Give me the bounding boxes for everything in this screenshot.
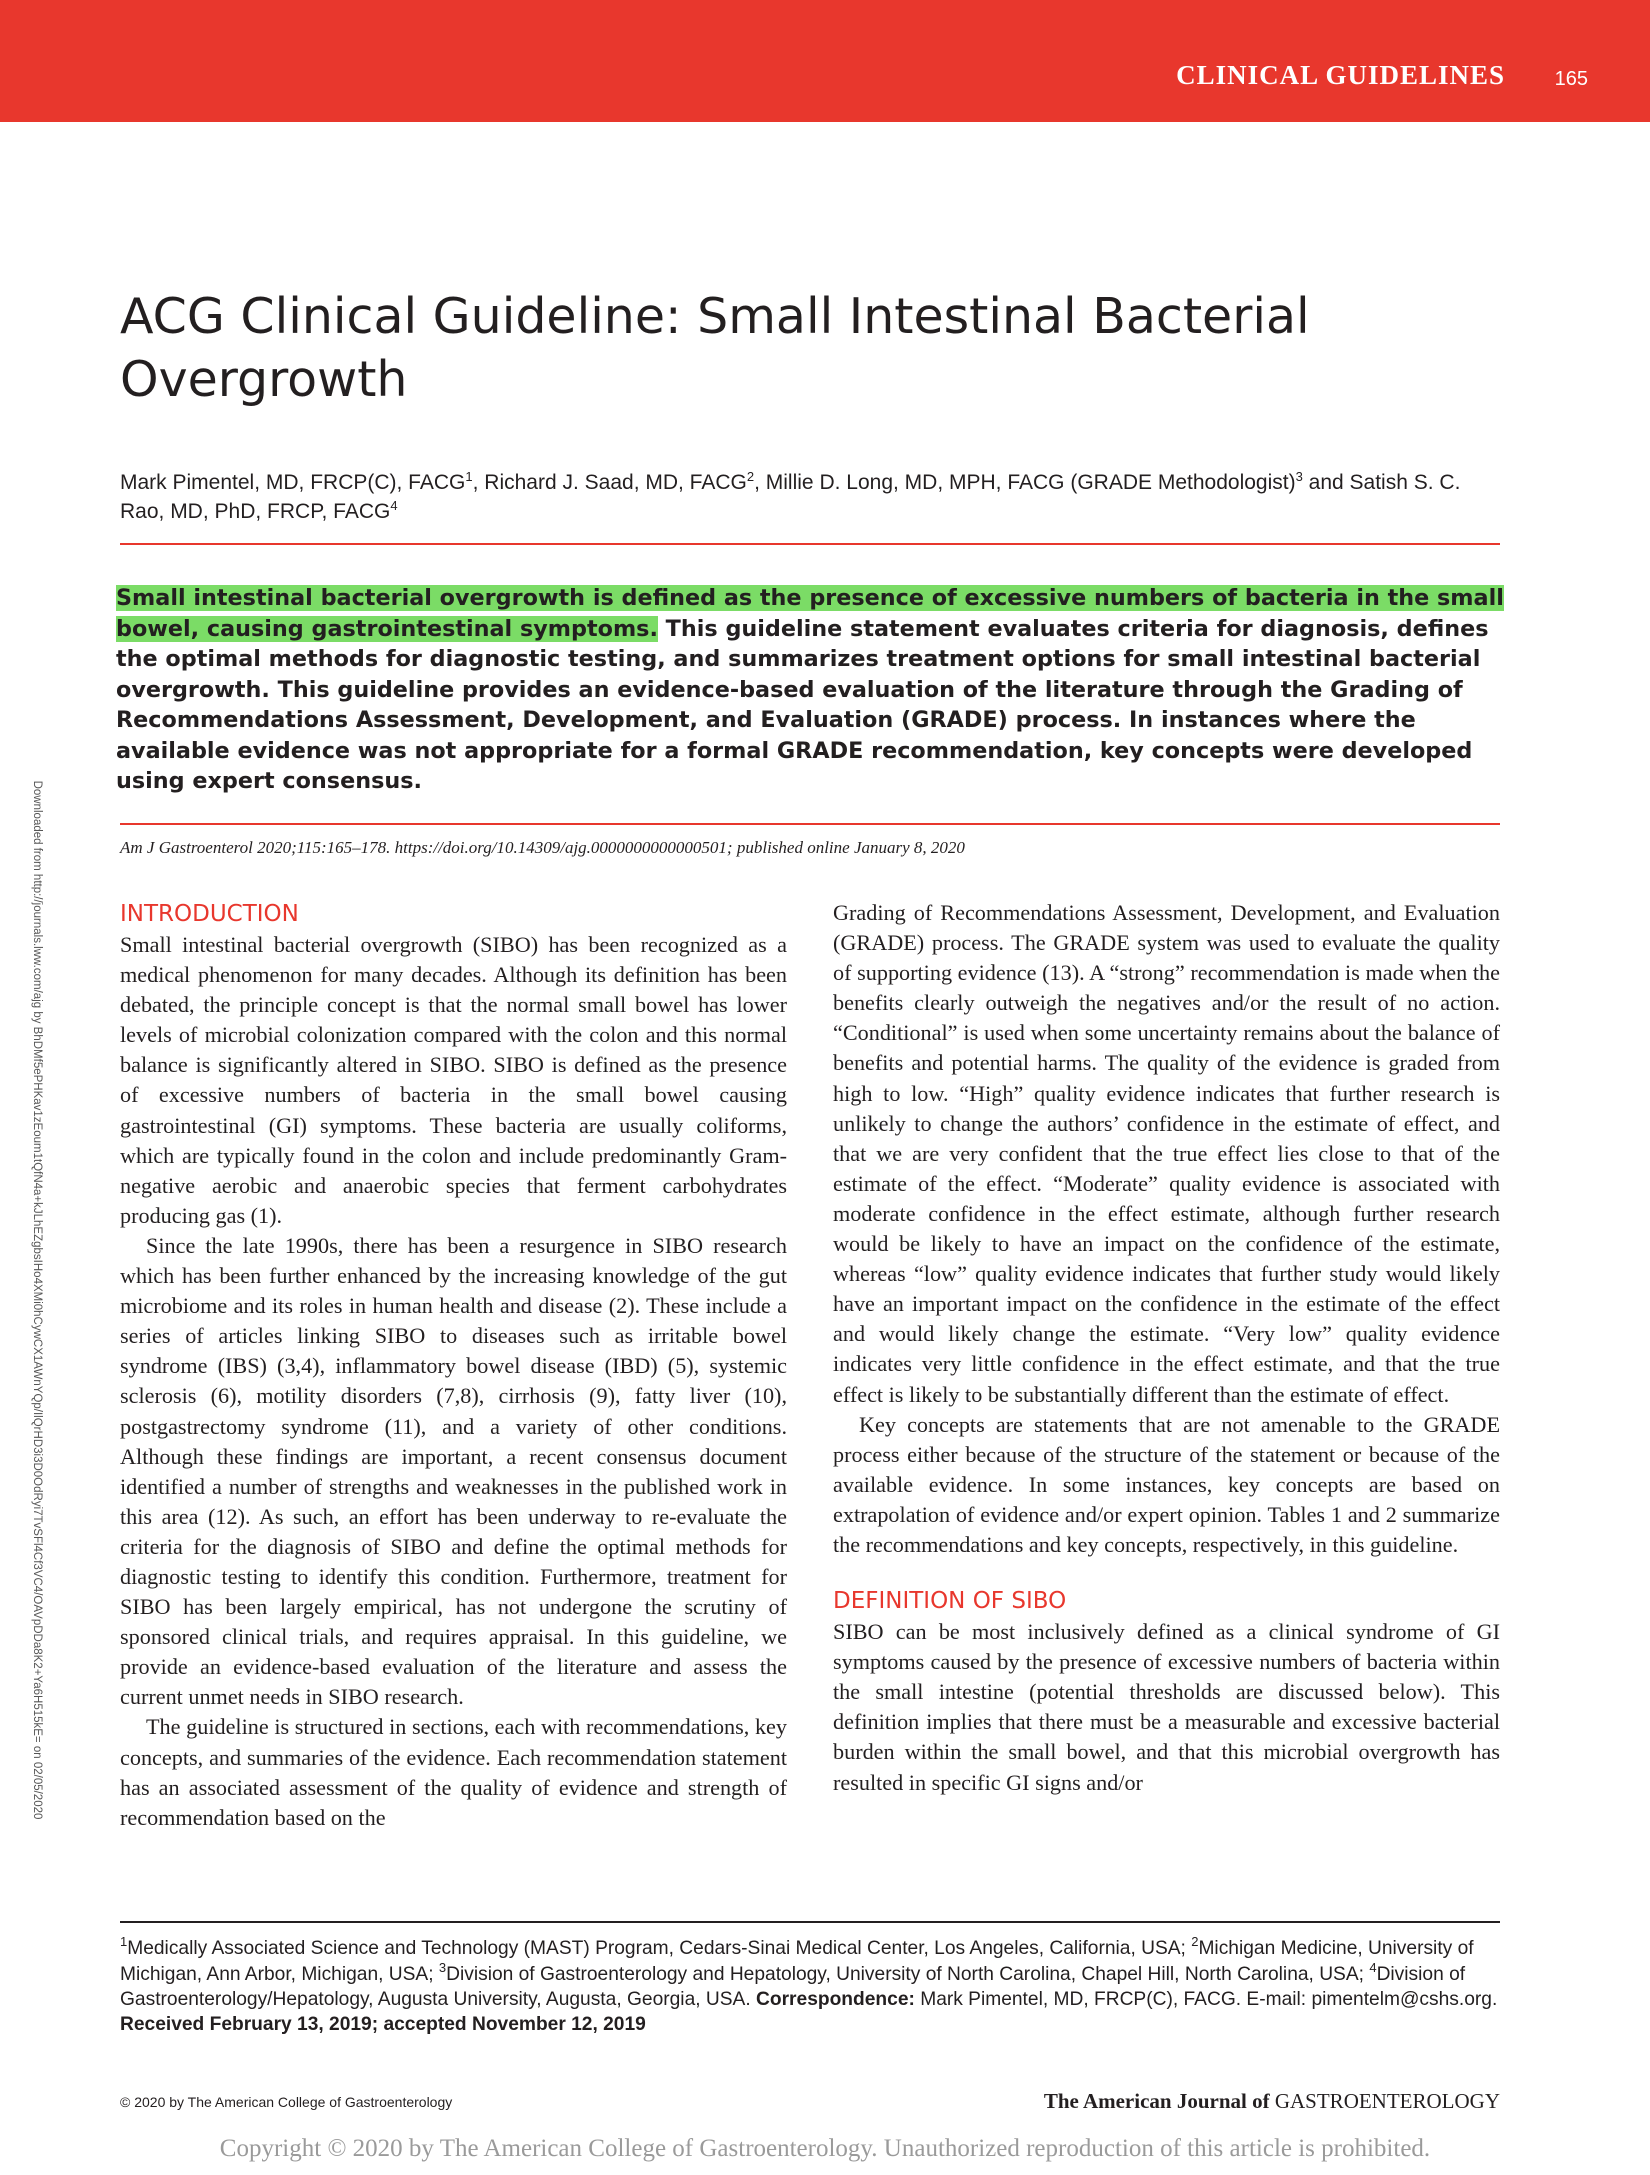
highlighted-sentence[interactable]: Small intestinal bacterial overgrowth is defined as the presence of excessive numbers of bacteria in the small bowel, causing gastrointestinal symptoms. [116, 585, 1504, 642]
author-1: Mark Pimentel, MD, FRCP(C), FACG [120, 471, 466, 494]
author-3: , Millie D. Long, MD, MPH, FACG (GRADE Methodologist) [754, 471, 1296, 494]
right-column [833, 898, 1500, 1798]
correspondence-label: Correspondence: [756, 1989, 915, 2011]
left-column [120, 898, 787, 1833]
article-title: ACG Clinical Guideline: Small Intestinal Bacterial Overgrowth [120, 288, 1310, 408]
section-label: CLINICAL GUIDELINES [1176, 60, 1505, 90]
author-list: Mark Pimentel, MD, FRCP(C), FACG$^1$, Richard J. Saad, MD, FACG$^2$, Millie D. Long, MD, MPH, FACG (GRADE Methodologist)$^3$ and Satish S. C. Rao, MD, PhD, FRCP, FACG$^4$ [120, 469, 1461, 523]
citation-line: Am J Gastroenterol 2020;115:165–178. https://doi.org/10.14309/ajg.0000000000000501; published online January 8, 2020 [120, 838, 965, 857]
correspondence-text: Mark Pimentel, MD, FRCP(C), FACG. E-mail: pimentelm@cshs.org. [914, 1989, 1498, 2011]
download-watermark: Downloaded from http://journals.lww.com/ajg by BhDMf5ePHKav1zEoum1tQfN4a+kJLhEZgbsIHo4XMi0hCywCX1AWnYQp/IlQrHD3i3D0OdRyi7TvSFl4Cf3VC4/OAVpDDa8K2+Ya6H515kE= on 02/05/2020 [31, 780, 43, 1820]
divider-top [120, 543, 1500, 545]
author-4: and Satish S. C. Rao, MD, PhD, FRCP, FACG [120, 471, 1461, 523]
abstract-body: This guideline statement evaluates criteria for diagnosis, defines the optimal methods for diagnostic testing, and summarizes treatment options for small intestinal bacterial overgrowth. This guideline provides an evidence-based evaluation of the literature through the Grading of Recommendations Assessment, Development, and Evaluation (GRADE) process. In instances where the available evidence was not appropriate for a formal GRADE recommendation, key concepts were developed using expert consensus. [116, 615, 1489, 794]
received-dates: Received February 13, 2019; accepted November 12, 2019 [120, 2014, 646, 2035]
introduction-heading: INTRODUCTION [120, 901, 299, 927]
key-concepts-paragraph: Key concepts are statements that are not amenable to the GRADE process either because of the structure of the statement or because of the available evidence. In some instances, key concepts are based on extrapolation of evidence and/or expert opinion. Tables 1 and 2 summarize the recommendations and key concepts, respectively, in this guideline. [833, 1411, 1500, 1557]
author-2: , Richard J. Saad, MD, FACG [472, 471, 747, 494]
header-bar [0, 0, 1650, 122]
definition-heading: DEFINITION OF SIBO [833, 1588, 1067, 1615]
copyright-notice: Copyright © 2020 by The American College of Gastroenterology. Unauthorized reproduction of this article is prohibited. [219, 2135, 1431, 2162]
intro-paragraph-1: Small intestinal bacterial overgrowth (SIBO) has been recognized as a medical phenomenon for many decades. Although its definition has been debated, the principle concept is that the normal small bowel has lower levels of microbial colonization compared with the colon and this normal balance is significantly altered in SIBO. SIBO is defined as the presence of excessive numbers of bacteria in the small bowel causing gastrointestinal (GI) symptoms. These bacteria are usually coliforms, which are typically found in the colon and include predominantly Gram-negative aerobic and anaerobic species that ferment carbohydrates producing gas (1). [120, 932, 787, 1228]
footnote-divider [120, 1921, 1500, 1923]
footer-copyright: © 2020 by The American College of Gastroenterology [120, 2094, 453, 2110]
affiliations: $^1$Medically Associated Science and Technology (MAST) Program, Cedars-Sinai Medical Center, Los Angeles, California, USA; $^2$Michigan Medicine, University of Michigan, Ann Arbor, Michigan, USA; $^3$Division of Gastroenterology and Hepatology, University of North Carolina, Chapel Hill, North Carolina, USA; $^4$Division of Gastroenterology/Hepatology, Augusta University, Augusta, Georgia, USA. Correspondence: Mark Pimentel, MD, FRCP(C), FACG. E-mail: pimentelm@cshs.org. [120, 1934, 1498, 2011]
divider-abstract [120, 823, 1500, 825]
page-number: 165 [1554, 68, 1588, 90]
intro-paragraph-3: The guideline is structured in sections, each with recommendations, key concepts, and summaries of the evidence. Each recommendation statement has an associated assessment of the quality of evidence and strength of recommendation based on the [120, 1714, 787, 1830]
grade-paragraph: Grading of Recommendations Assessment, Development, and Evaluation (GRADE) process. The GRADE system was used to evaluate the quality of supporting evidence (13). A “strong” recommendation is made when the benefits clearly outweigh the negatives and/or the result of no action. “Conditional” is used when some uncertainty remains about the balance of benefits and potential harms. The quality of the evidence is graded from high to low. “High” quality evidence indicates that further research is unlikely to change the authors’ confidence in the estimate of effect, and that we are very confident that the true effect lies close to that of the estimate of the effect. “Moderate” quality evidence is associated with moderate confidence in the effect estimate, although further research would be likely to have an impact on the confidence of the estimate, whereas “low” quality evidence indicates that further study would likely have an important impact on the confidence in the estimate of the effect and would likely change the estimate. “Very low” quality evidence indicates very little confidence in the effect estimate, and that the true effect is likely to be substantially different than the estimate of effect. [833, 900, 1500, 1407]
intro-paragraph-2: Since the late 1990s, there has been a resurgence in SIBO research which has been further enhanced by the increasing knowledge of the gut microbiome and its roles in human health and disease (2). These include a series of articles linking SIBO to diseases such as irritable bowel syndrome (IBS) (3,4), inflammatory bowel disease (IBD) (5), systemic sclerosis (6), motility disorders (7,8), cirrhosis (9), fatty liver (10), postgastrectomy syndrome (11), and a variety of other conditions. Although these findings are important, a recent consensus document identified a number of strengths and weaknesses in the published work in this area (12). As such, an effort has been underway to re-evaluate the criteria for the diagnosis of SIBO and define the optimal methods for diagnostic testing to identify this condition. Furthermore, treatment for SIBO has been largely empirical, has not undergone the scrutiny of sponsored clinical trials, and requires appraisal. In this guideline, we provide an evidence-based evaluation of the literature and assess the current unmet needs in SIBO research. [120, 1232, 787, 1710]
abstract [116, 583, 1506, 797]
definition-paragraph: SIBO can be most inclusively defined as a clinical syndrome of GI symptoms caused by the presence of excessive numbers of bacteria within the small intestine (potential thresholds are discussed below). This definition implies that there must be a measurable and excessive bacterial burden within the small bowel, and that this microbial overgrowth has resulted in specific GI signs and/or [833, 1619, 1500, 1795]
footer-journal: The American Journal of GASTROENTEROLOGY [1043, 2089, 1500, 2113]
